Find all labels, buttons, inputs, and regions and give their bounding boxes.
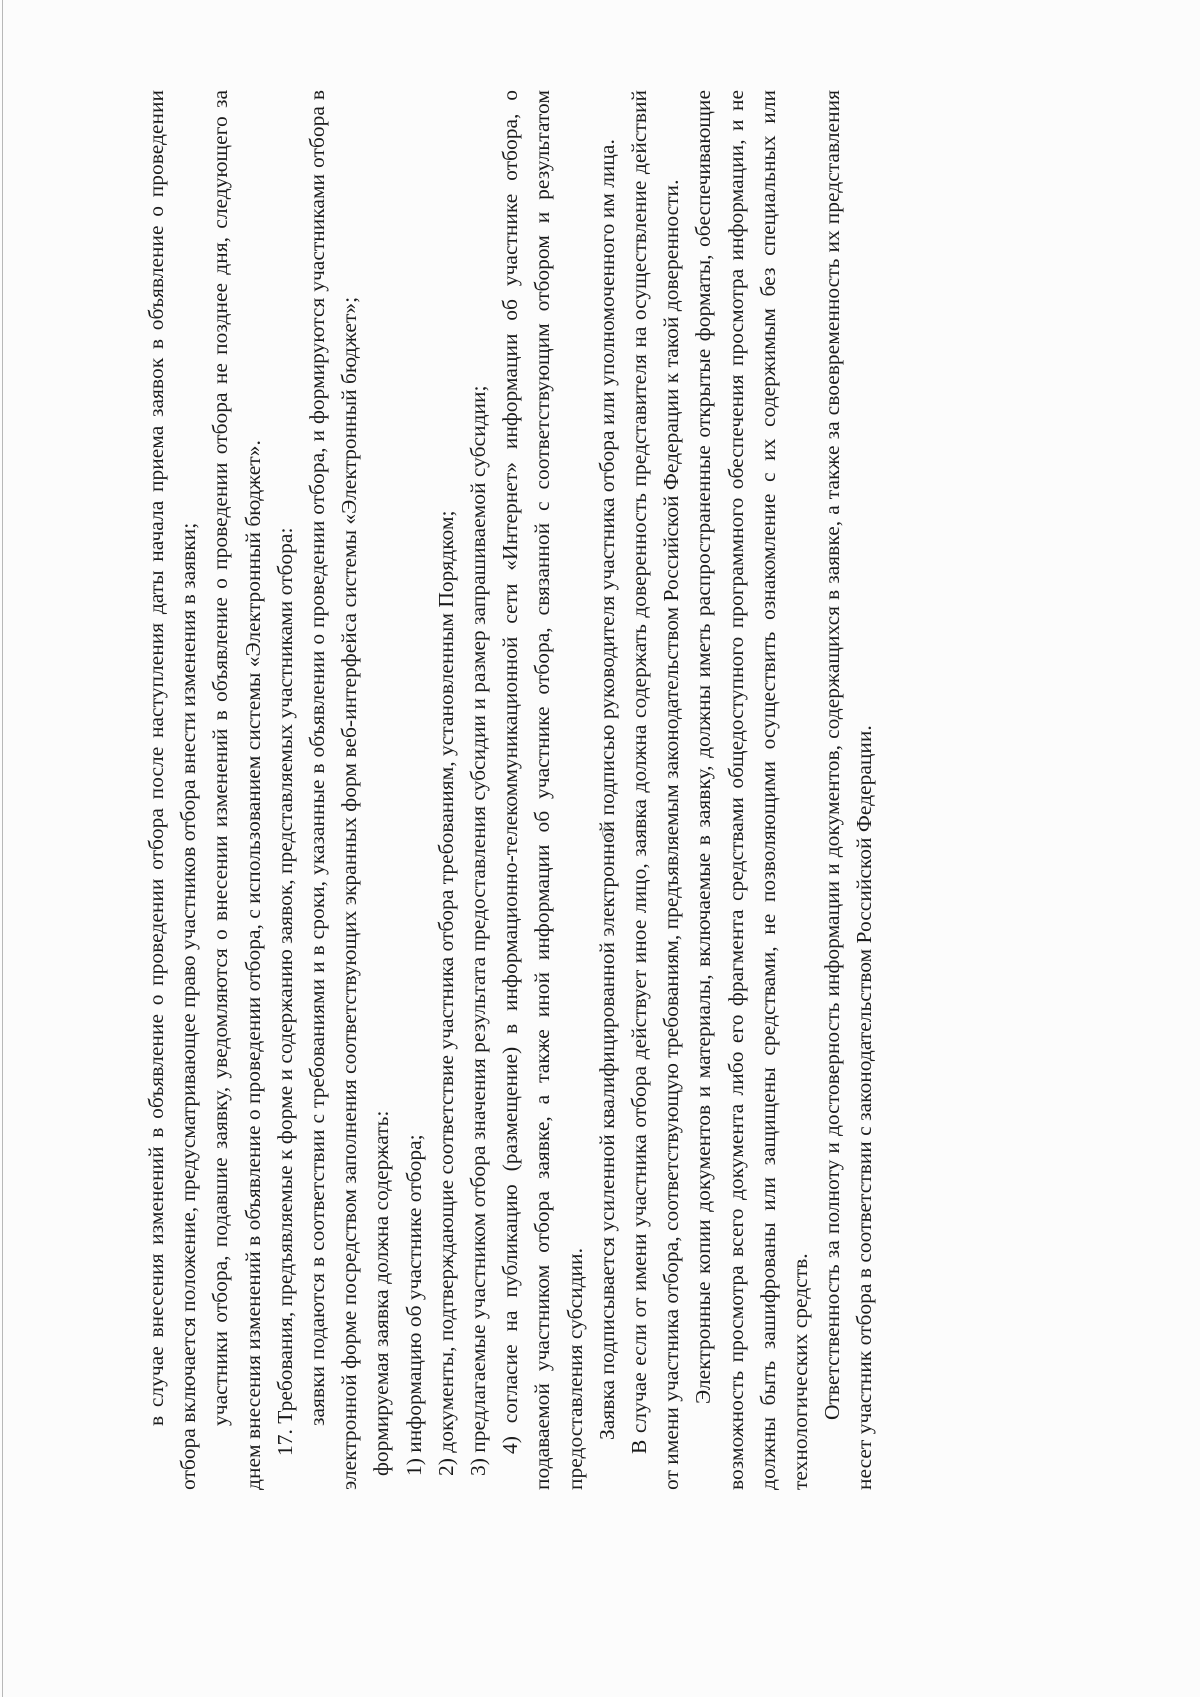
list-item-2: 2) документы, подтверждающие соответствие участника отбора требованиям, установленным Порядком; [433, 510, 458, 1476]
paragraph-signature: Заявка подписывается усиленной квалифицированной электронной подписью руководителя участника отбора или уполномоченного им лица. [594, 139, 619, 1440]
paragraph-electronic-copies: Электронные копии документов и материалы, включаемые в заявку, должны иметь распространенные открытые форматы, обеспечивающие возможность просмотра всего документа либо его фрагмента средствами общедоступного программного обеспечения просмотра информации, и не должны быть зашифрованы или защищены средствами, не позволяющими осуществить ознакомление с их содержимым без специальных или технологических средств. [691, 90, 813, 1490]
paragraph-application-must-contain: формируемая заявка должна содержать: [369, 1110, 394, 1476]
paragraph-applications-submitted: заявки подаются в соответствии с требованиями и в сроки, указанные в объявлении о проведении отбора, и формируются участниками отбора в электронной форме посредством заполнения соответствующих экранных форм веб-интерфейса системы «Электронный бюджет»; [305, 90, 362, 1490]
scan-edge-line [2, 0, 3, 1697]
list-item-4: 4) согласие на публикацию (размещение) в информационно-телекоммуникационной сети «Интернет» информации об участнике отбора, о подаваемой участником отбора заявке, а также иной информации об участнике отбора, связанной с соответствующим отбором и результатом предоставления субсидии. [498, 90, 587, 1490]
paragraph-item-17-heading: 17. Требования, предъявляемые к форме и содержанию заявок, представляемых участниками отбора: [272, 527, 297, 1456]
list-item-3: 3) предлагаемые участником отбора значения результата предоставления субсидии и размер запрашиваемой субсидии; [466, 385, 491, 1476]
paragraph-responsibility: Ответственность за полноту и достоверность информации и документов, содержащихся в заявке, а также за своевременность их представления несет участник отбора в соответствии с законодательством Российской Федерации. [820, 90, 877, 1490]
list-item-1: 1) информацию об участнике отбора; [401, 1134, 426, 1476]
paragraph-power-of-attorney: В случае если от имени участника отбора действует иное лицо, заявка должна содержать доверенность представителя на осуществление действий от имени участника отбора, соответствующую требованиям, предъявляемым законодательством Российской Федерации к такой доверенности. [627, 90, 684, 1490]
paragraph-changes-after-start: в случае внесения изменений в объявление о проведении отбора после наступления даты начала приема заявок в объявление о проведении отбора включается положение, предусматривающее право участников отбора внести изменения в заявки; [144, 90, 201, 1490]
paragraph-participants-notified: участники отбора, подавшие заявку, уведомляются о внесении изменений в объявление о проведении отбора не позднее дня, следующего за днем внесения изменений в объявление о проведении отбора, с использованием системы «Электронный бюджет». [208, 90, 265, 1490]
document-text-block [140, 90, 1070, 1490]
